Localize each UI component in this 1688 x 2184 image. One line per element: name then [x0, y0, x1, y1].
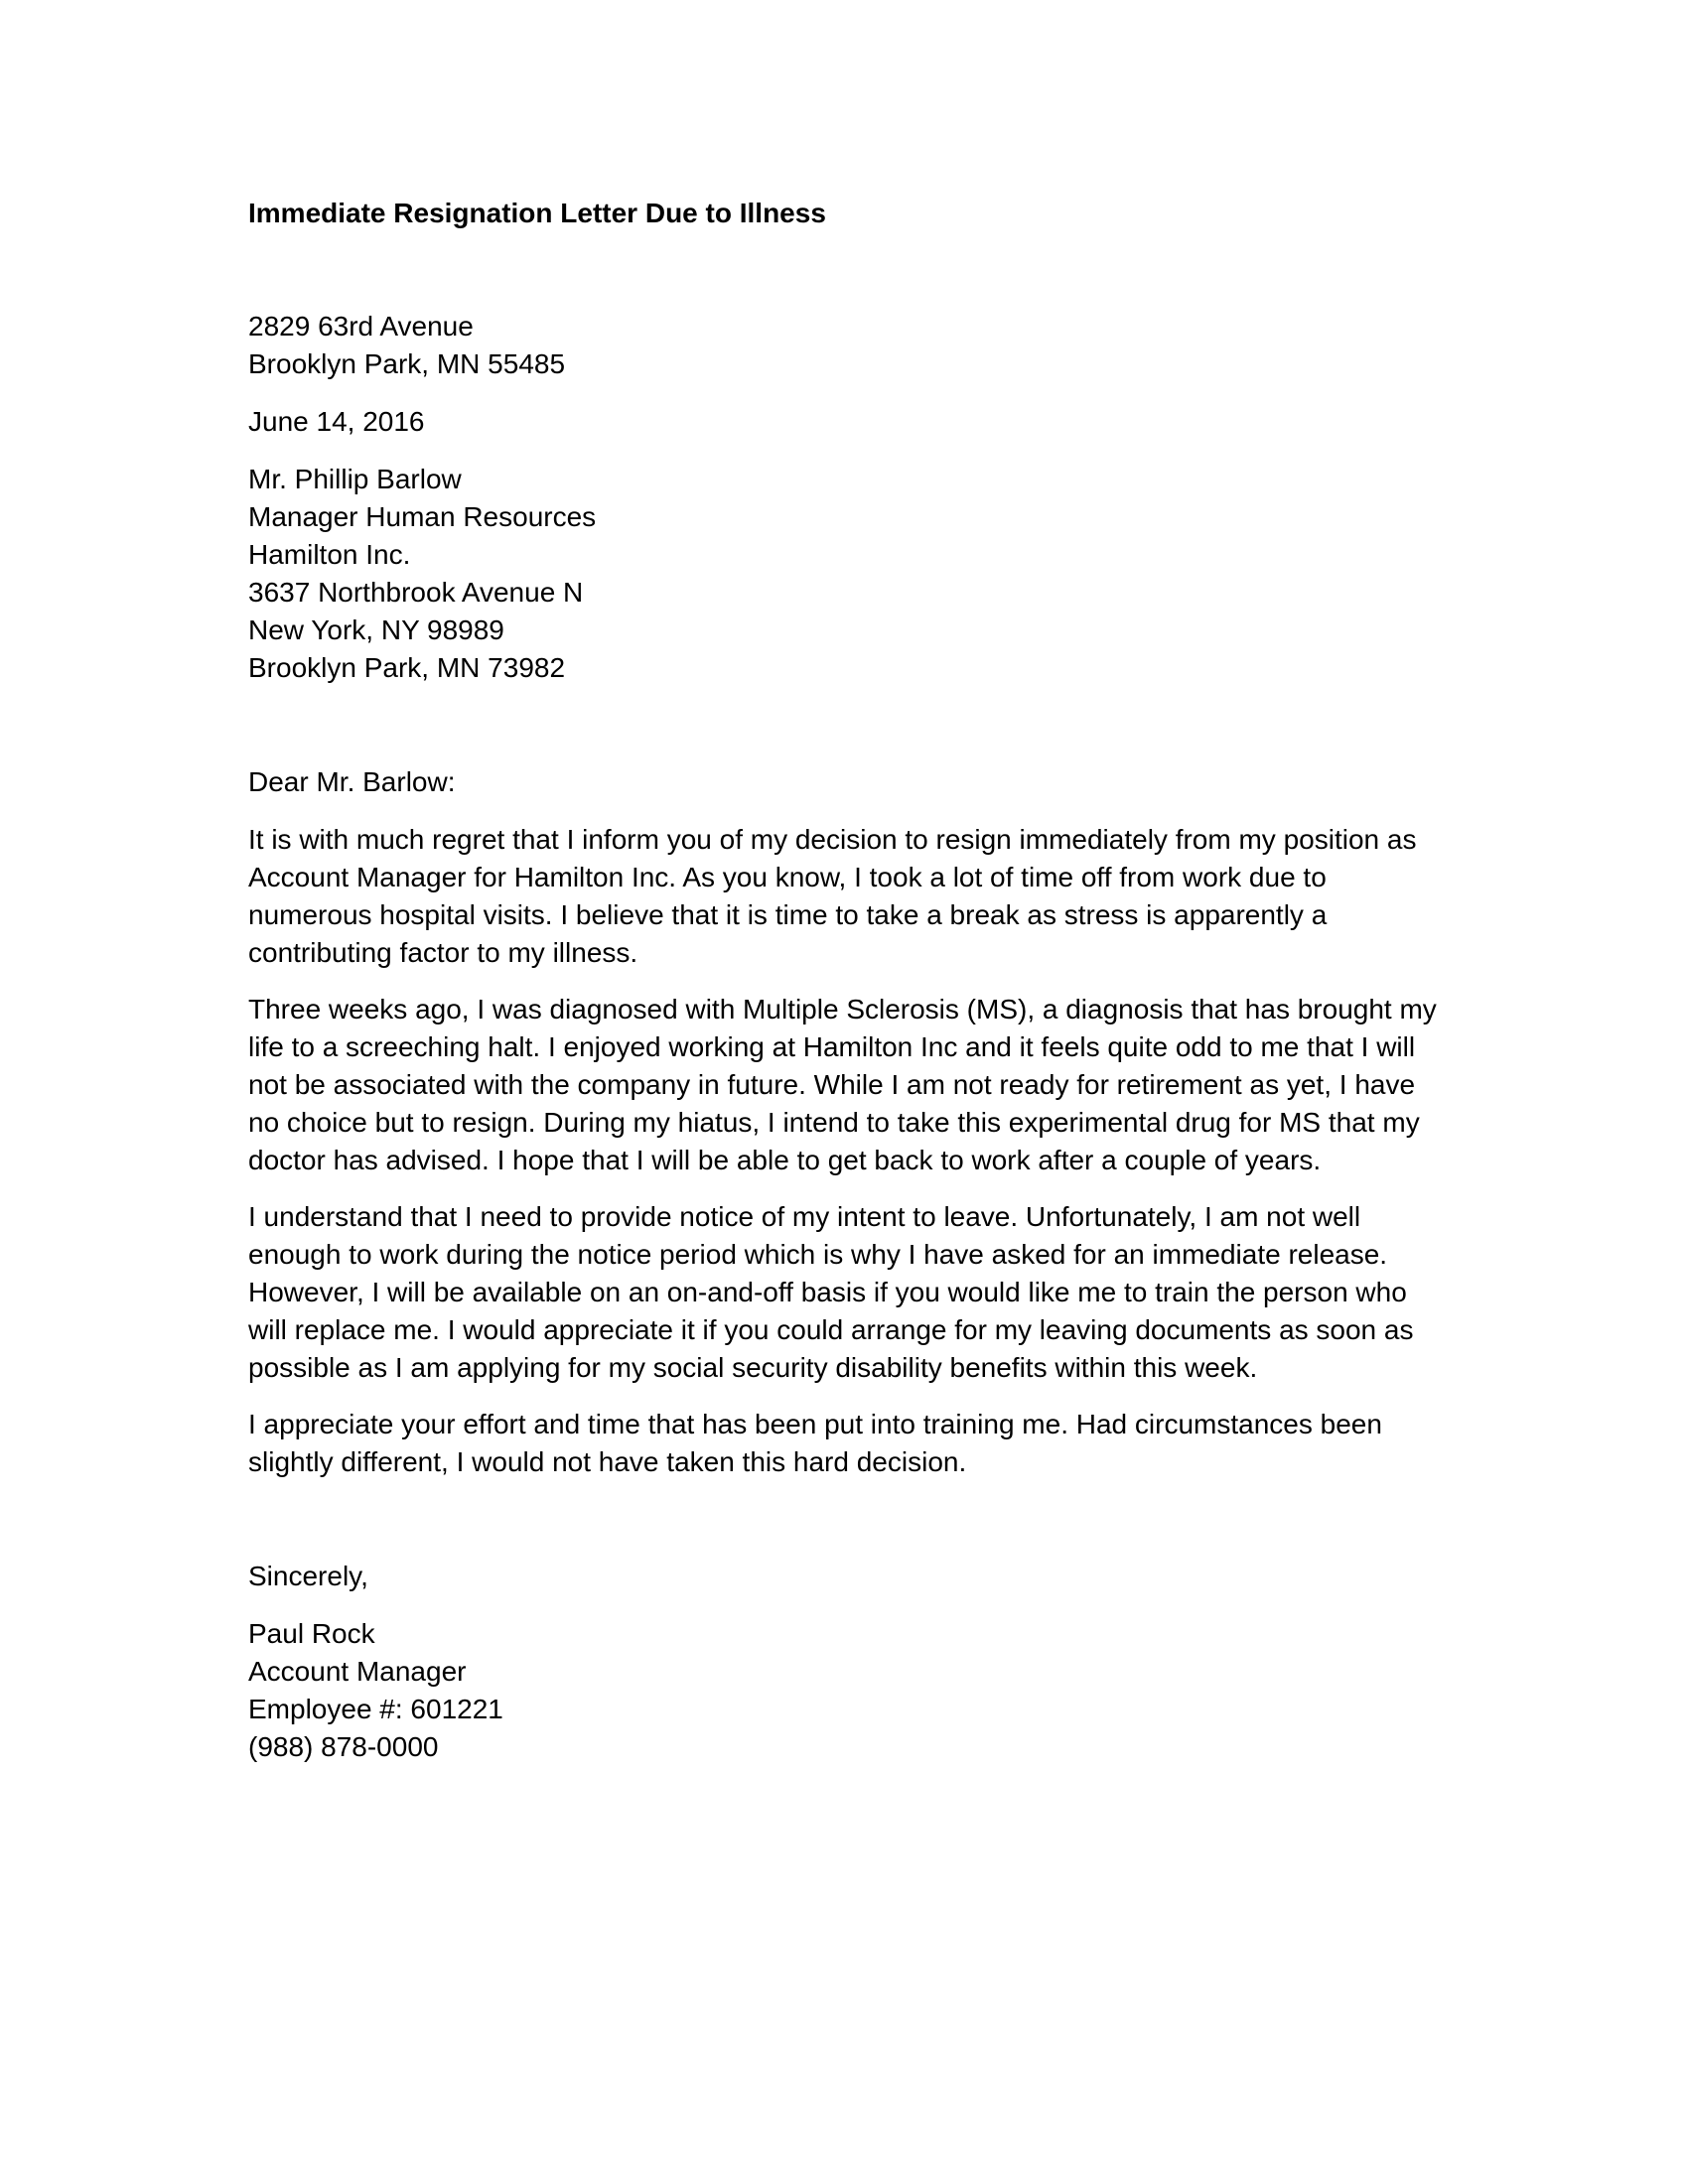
recipient-name: Mr. Phillip Barlow: [248, 464, 462, 494]
recipient-street: 3637 Northbrook Avenue N: [248, 577, 584, 608]
closing: [248, 1558, 1450, 1595]
signature-name: Paul Rock: [248, 1618, 375, 1649]
paragraph-line: not be associated with the company in future. While I am not ready for retirement as yet, I have: [248, 1069, 1416, 1100]
recipient-company: Hamilton Inc.: [248, 539, 411, 570]
recipient-address: [248, 461, 1450, 687]
paragraph-line: slightly different, I would not have taken this hard decision.: [248, 1446, 967, 1477]
paragraph-line: doctor has advised. I hope that I will be able to get back to work after a couple of years.: [248, 1145, 1322, 1175]
recipient-title: Manager Human Resources: [248, 501, 597, 532]
recipient-city-line: Brooklyn Park, MN 73982: [248, 652, 566, 683]
signature-phone: (988) 878-0000: [248, 1731, 439, 1762]
paragraph-line: will replace me. I would appreciate it if you could arrange for my leaving documents as soon as: [248, 1314, 1414, 1345]
salutation: [248, 763, 1450, 801]
salutation-text: Dear Mr. Barlow:: [248, 766, 456, 797]
paragraph-line: Account Manager for Hamilton Inc. As you know, I took a lot of time off from work due to: [248, 862, 1327, 892]
letter-date: [248, 403, 1450, 441]
paragraph-line: numerous hospital visits. I believe that it is time to take a break as stress is apparently a: [248, 899, 1328, 930]
body-paragraph-1: [248, 821, 1450, 972]
letter-title: Immediate Resignation Letter Due to Illness: [248, 198, 826, 228]
paragraph-line: Three weeks ago, I was diagnosed with Multiple Sclerosis (MS), a diagnosis that has brought my: [248, 994, 1437, 1024]
paragraph-line: I understand that I need to provide notice of my intent to leave. Unfortunately, I am not well: [248, 1201, 1361, 1232]
paragraph-line: no choice but to resign. During my hiatus, I intend to take this experimental drug for MS that my: [248, 1107, 1420, 1138]
body-paragraph-4: [248, 1406, 1450, 1481]
sender-address-line: 2829 63rd Avenue: [248, 311, 474, 341]
date-text: June 14, 2016: [248, 406, 425, 437]
paragraph-line: life to a screeching halt. I enjoyed working at Hamilton Inc and it feels quite odd to me that I will: [248, 1031, 1416, 1062]
body-paragraph-2: [248, 991, 1450, 1179]
paragraph-line: It is with much regret that I inform you of my decision to resign immediately from my position as: [248, 824, 1417, 855]
paragraph-line: I appreciate your effort and time that has been put into training me. Had circumstances been: [248, 1409, 1382, 1439]
sender-address-line: Brooklyn Park, MN 55485: [248, 348, 566, 379]
closing-text: Sincerely,: [248, 1561, 368, 1591]
signature-employee-id: Employee #: 601221: [248, 1694, 503, 1724]
paragraph-line: However, I will be available on an on-and-off basis if you would like me to train the person who: [248, 1277, 1407, 1307]
paragraph-line: enough to work during the notice period which is why I have asked for an immediate release.: [248, 1239, 1388, 1270]
letter-content: [248, 195, 1450, 1786]
recipient-city-line: New York, NY 98989: [248, 614, 504, 645]
paragraph-line: possible as I am applying for my social security disability benefits within this week.: [248, 1352, 1258, 1383]
body-paragraph-3: [248, 1198, 1450, 1387]
paragraph-line: contributing factor to my illness.: [248, 937, 638, 968]
signature-block: [248, 1615, 1450, 1766]
sender-address: [248, 308, 1450, 383]
signature-title: Account Manager: [248, 1656, 467, 1687]
